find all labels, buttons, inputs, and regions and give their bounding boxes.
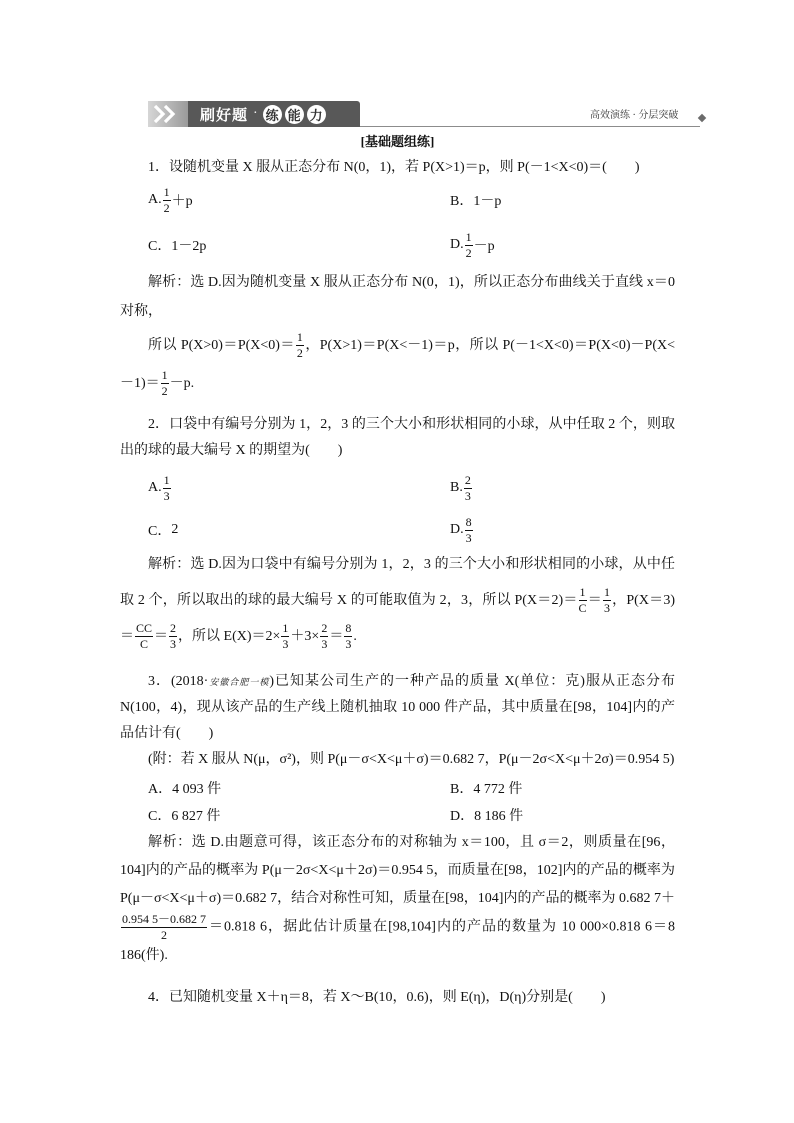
numerator: 2: [321, 621, 328, 636]
fraction: [163, 186, 171, 215]
denominator: 3: [465, 530, 472, 545]
text: ＝: [587, 593, 602, 608]
numerator: 2: [464, 472, 471, 487]
option-label: B．: [450, 782, 474, 797]
denominator: 3: [170, 637, 177, 652]
option-text: 2: [171, 522, 179, 537]
fraction: [603, 586, 611, 615]
numerator: 2: [170, 621, 177, 636]
option-text: ＋p: [171, 194, 193, 209]
option-text: 4 772 件: [473, 782, 523, 797]
denominator: 3: [163, 488, 170, 503]
q3-option-c: [148, 800, 220, 830]
q2-options-row-2: [148, 515, 675, 545]
option-label: A.: [148, 192, 162, 207]
q1-option-c: [148, 230, 206, 260]
numerator: 0.954 5－0.682 7: [122, 912, 207, 926]
text: ＋3×: [290, 629, 320, 644]
q1-option-d: [450, 230, 495, 260]
denominator: 2: [465, 245, 472, 260]
banner-char: 练: [263, 105, 282, 124]
q3-options-row-2: [148, 800, 675, 830]
option-label: D.: [450, 237, 464, 252]
numerator: 1: [465, 229, 472, 244]
q3-option-a: [148, 773, 221, 803]
text: ＝0.818 6，据此估计质量在[98,104]内的产品的数量为 10 000×0.818 6＝8 186(件).: [120, 919, 675, 963]
fraction: [281, 622, 289, 651]
text: ＝: [329, 629, 344, 644]
numerator: 8: [345, 621, 352, 636]
denominator: C: [578, 601, 587, 616]
numerator: 1: [579, 585, 586, 600]
q1-option-a: [148, 185, 193, 215]
diamond-icon: [698, 114, 706, 122]
numerator: 1: [296, 330, 303, 345]
option-label: C．: [148, 524, 172, 539]
text: －p.: [169, 376, 195, 391]
numerator: CC: [136, 621, 153, 636]
q3-options-row-1: [148, 773, 675, 803]
option-label: D．: [450, 809, 475, 824]
numerator: 1: [163, 184, 170, 199]
banner-separator: ·: [253, 106, 258, 121]
text: .: [353, 629, 357, 644]
numerator: 1: [163, 472, 170, 487]
q3-option-b: [450, 773, 522, 803]
numerator: 1: [603, 585, 610, 600]
banner: [148, 101, 360, 127]
option-text: 4 093 件: [172, 782, 222, 797]
q2-options-row-1: [148, 473, 675, 503]
option-text: 6 827 件: [171, 809, 221, 824]
text: ＝: [154, 629, 169, 644]
fraction: [296, 331, 304, 360]
header-tagline: 高效演练 · 分层突破: [590, 110, 679, 121]
fraction: [579, 586, 587, 615]
text: 所以 P(X>0)＝P(X<0)＝: [148, 338, 295, 353]
q4-stem: 4．已知随机变量 X＋η＝8，若 X～B(10，0.6)，则 E(η)，D(η)分别是( ): [148, 990, 606, 1005]
denominator: 3: [345, 637, 352, 652]
fraction: [163, 474, 171, 503]
denominator: 2: [161, 928, 167, 942]
option-label: D.: [450, 522, 464, 537]
text: 3．(2018·: [148, 674, 209, 689]
banner-title: [188, 101, 360, 127]
option-label: B．: [450, 194, 474, 209]
option-label: B.: [450, 480, 463, 495]
denominator: 3: [321, 637, 328, 652]
q1-options-row-2: [148, 230, 675, 260]
option-text: －p: [473, 239, 495, 254]
q2-option-d: [450, 515, 474, 545]
fraction: [161, 369, 169, 398]
q3-explanation: [120, 829, 675, 970]
text: 解析：选 D.由题意可得，该正态分布的对称轴为 x＝100，且 σ＝2，则质量在[96，104]内的产品的概率为 P(μ－2σ<X<μ＋2σ)＝0.954 5，而质量在[98，102]内的产品的概率为 P(μ－σ<X<μ＋σ)＝0.682 7，结合对称性可知，质量在[98，104]内的产品的概率为 0.682 7＋: [120, 835, 675, 906]
denominator: 2: [161, 384, 168, 399]
text: )已知某公司生产的一种产品的质量 X(单位：克)服从正态分布 N(100，4)，现从该产品的生产线上随机抽取 10 000 件产品，其中质量在[98，104]内的产品估计有( ): [120, 674, 675, 741]
question-source: 安徽合肥一模: [208, 677, 270, 687]
q3-note: (附：若 X 服从 N(μ，σ²)，则 P(μ－σ<X<μ＋σ)＝0.682 7，P(μ－2σ<X<μ＋2σ)＝0.954 5): [148, 752, 675, 767]
denominator: C: [140, 637, 149, 652]
q1-explanation-derivation: [120, 327, 675, 403]
denominator: 2: [296, 346, 303, 361]
fraction: [320, 622, 328, 651]
q3-option-d: [450, 800, 523, 830]
numerator: 1: [161, 368, 168, 383]
q1-stem: 1．设随机变量 X 服从正态分布 N(0，1)，若 P(X>1)＝p，则 P(－1<X<0)＝( ): [148, 160, 640, 175]
fraction: [465, 231, 473, 260]
q2-option-b: [450, 473, 473, 503]
fraction: [465, 516, 473, 545]
numerator: 8: [465, 514, 472, 529]
option-label: C．: [148, 239, 172, 254]
option-text: 8 186 件: [474, 809, 524, 824]
fraction: [344, 622, 352, 651]
q2-stem: 2．口袋中有编号分别为 1，2，3 的三个大小和形状相同的小球，从中任取 2 个，则取出的球的最大编号 X 的期望为( ): [120, 417, 675, 458]
q1-options-row-1: [148, 185, 675, 215]
fraction: [464, 474, 472, 503]
banner-char: 能: [285, 105, 304, 124]
option-label: A．: [148, 782, 173, 797]
fraction: [169, 622, 177, 651]
text: 解析：选 D.因为口袋中有编号分别为 1，2，3 的三个大小和形状相同的小球，从中任取 2 个，所以取出的球的最大编号 X 的可能取值为 2，3，所以 P(X＝2)＝: [120, 557, 675, 608]
banner-title-text: 刷好题: [200, 107, 249, 124]
q1-explanation: 解析：选 D.因为随机变量 X 服从正态分布 N(0，1)，所以正态分布曲线关于直线 x＝0 对称，: [120, 275, 675, 319]
fraction: [135, 622, 153, 651]
option-label: A.: [148, 480, 162, 495]
numerator: 1: [282, 621, 289, 636]
section-title: [基础题组练]: [360, 134, 435, 149]
q2-option-c: [148, 515, 178, 545]
text: ，P(X>1)＝P(X<－1)＝p，所以 P(－1<X<0)＝P(X<0)－P(X<－1)＝: [120, 338, 675, 391]
denominator: 3: [603, 601, 610, 616]
denominator: 3: [464, 488, 471, 503]
q3-stem: [120, 669, 675, 747]
denominator: 2: [163, 200, 170, 215]
text: ，所以 E(X)＝2×: [178, 629, 281, 644]
option-text: 1－p: [473, 194, 502, 209]
option-text: 1－2p: [171, 239, 207, 254]
chevrons-icon: [148, 101, 188, 127]
text: ，P(X＝3)＝: [120, 593, 675, 644]
banner-char: 力: [307, 105, 326, 124]
q1-option-b: [450, 185, 501, 215]
fraction: [121, 913, 207, 942]
q2-explanation: [120, 547, 675, 655]
q2-option-a: [148, 473, 172, 503]
option-label: C．: [148, 809, 172, 824]
denominator: 3: [282, 637, 289, 652]
